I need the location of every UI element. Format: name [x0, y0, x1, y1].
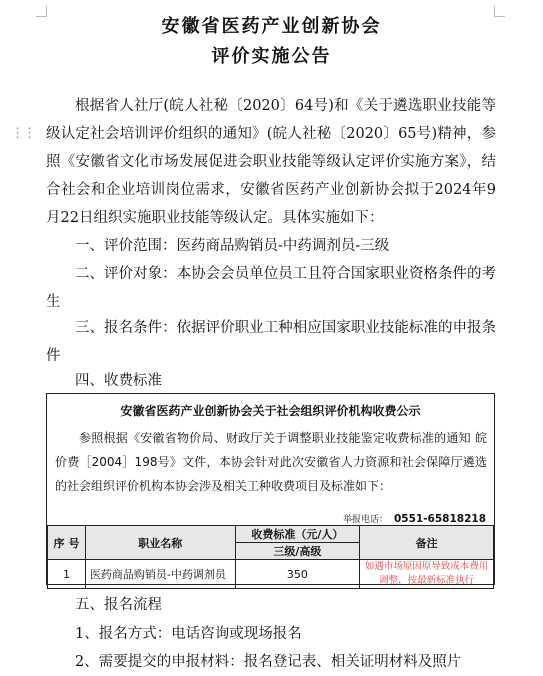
- item-scope: 一、评价范围：医药商品购销员-中药调剂员-三级: [75, 238, 390, 254]
- intro-paragraph: 根据省人社厅(皖人社秘〔2020〕64号)和《关于遴选职业技能等级认定社会培训评价组织的通知》(皖人社秘〔2020〕65号)精神，参照《安徽省文化市场发展促进会职业技能等级认定评价实施方案》，结合社会和企业培训岗位需求，安徽省医药产业创新协会拟于2024年9月22日组织实施职业技能等级认定。具体实施如下：: [46, 98, 496, 226]
- item-process-heading: 五、报名流程: [75, 597, 162, 613]
- cell-remark: 如遇市场原因原导致成本费用调整，按最新标准执行: [360, 560, 494, 589]
- item-process-method: 1、报名方式：电话咨询或现场报名: [75, 626, 302, 642]
- table-row: [48, 560, 494, 589]
- cell-name: 医药商品购销员-中药调剂员: [85, 560, 235, 589]
- col-header-fee: 收费标准（元/人）: [235, 526, 360, 543]
- report-phone-number: 0551-65818218: [393, 513, 486, 525]
- item-condition: 三、报名条件：依据评价职业工种相应国家职业技能标准的申报条件: [46, 320, 496, 364]
- fee-notice-title: 安徽省医药产业创新协会关于社会组织评价机构收费公示: [120, 404, 421, 418]
- report-phone-label: 举报电话：: [342, 515, 388, 525]
- col-header-remark: 备注: [360, 526, 494, 560]
- doc-title: 安徽省医药产业创新协会: [161, 16, 382, 37]
- fee-table: [47, 525, 494, 589]
- col-header-level: 三级/高级: [235, 543, 360, 560]
- item-process-materials: 2、需要提交的申报材料：报名登记表、相关证明材料及照片: [75, 654, 462, 670]
- item-target: 二、评价对象：本协会会员单位员工且符合国家职业资格条件的考生: [46, 266, 496, 310]
- drag-handle-icon[interactable]: ⋮⋮: [11, 126, 35, 141]
- fee-notice-table-image: [46, 393, 495, 585]
- cell-no: 1: [48, 560, 86, 589]
- cell-fee: 350: [235, 560, 360, 589]
- col-header-name: 职业名称: [85, 526, 235, 560]
- col-header-no: 序 号: [48, 526, 86, 560]
- report-phone: [343, 512, 486, 525]
- fee-notice-text: 参照根据《安徽省物价局、财政厅关于调整职业技能鉴定收费标准的通知 皖价费［2004］198号》文件，本协会针对此次安徽省人力资源和社会保障厅遴选的社会组织评价机构本协会涉及相关工种收费项目及标准如下：: [55, 431, 487, 493]
- item-fee-heading: 四、收费标准: [75, 373, 162, 389]
- doc-subtitle: 评价实施公告: [211, 46, 332, 67]
